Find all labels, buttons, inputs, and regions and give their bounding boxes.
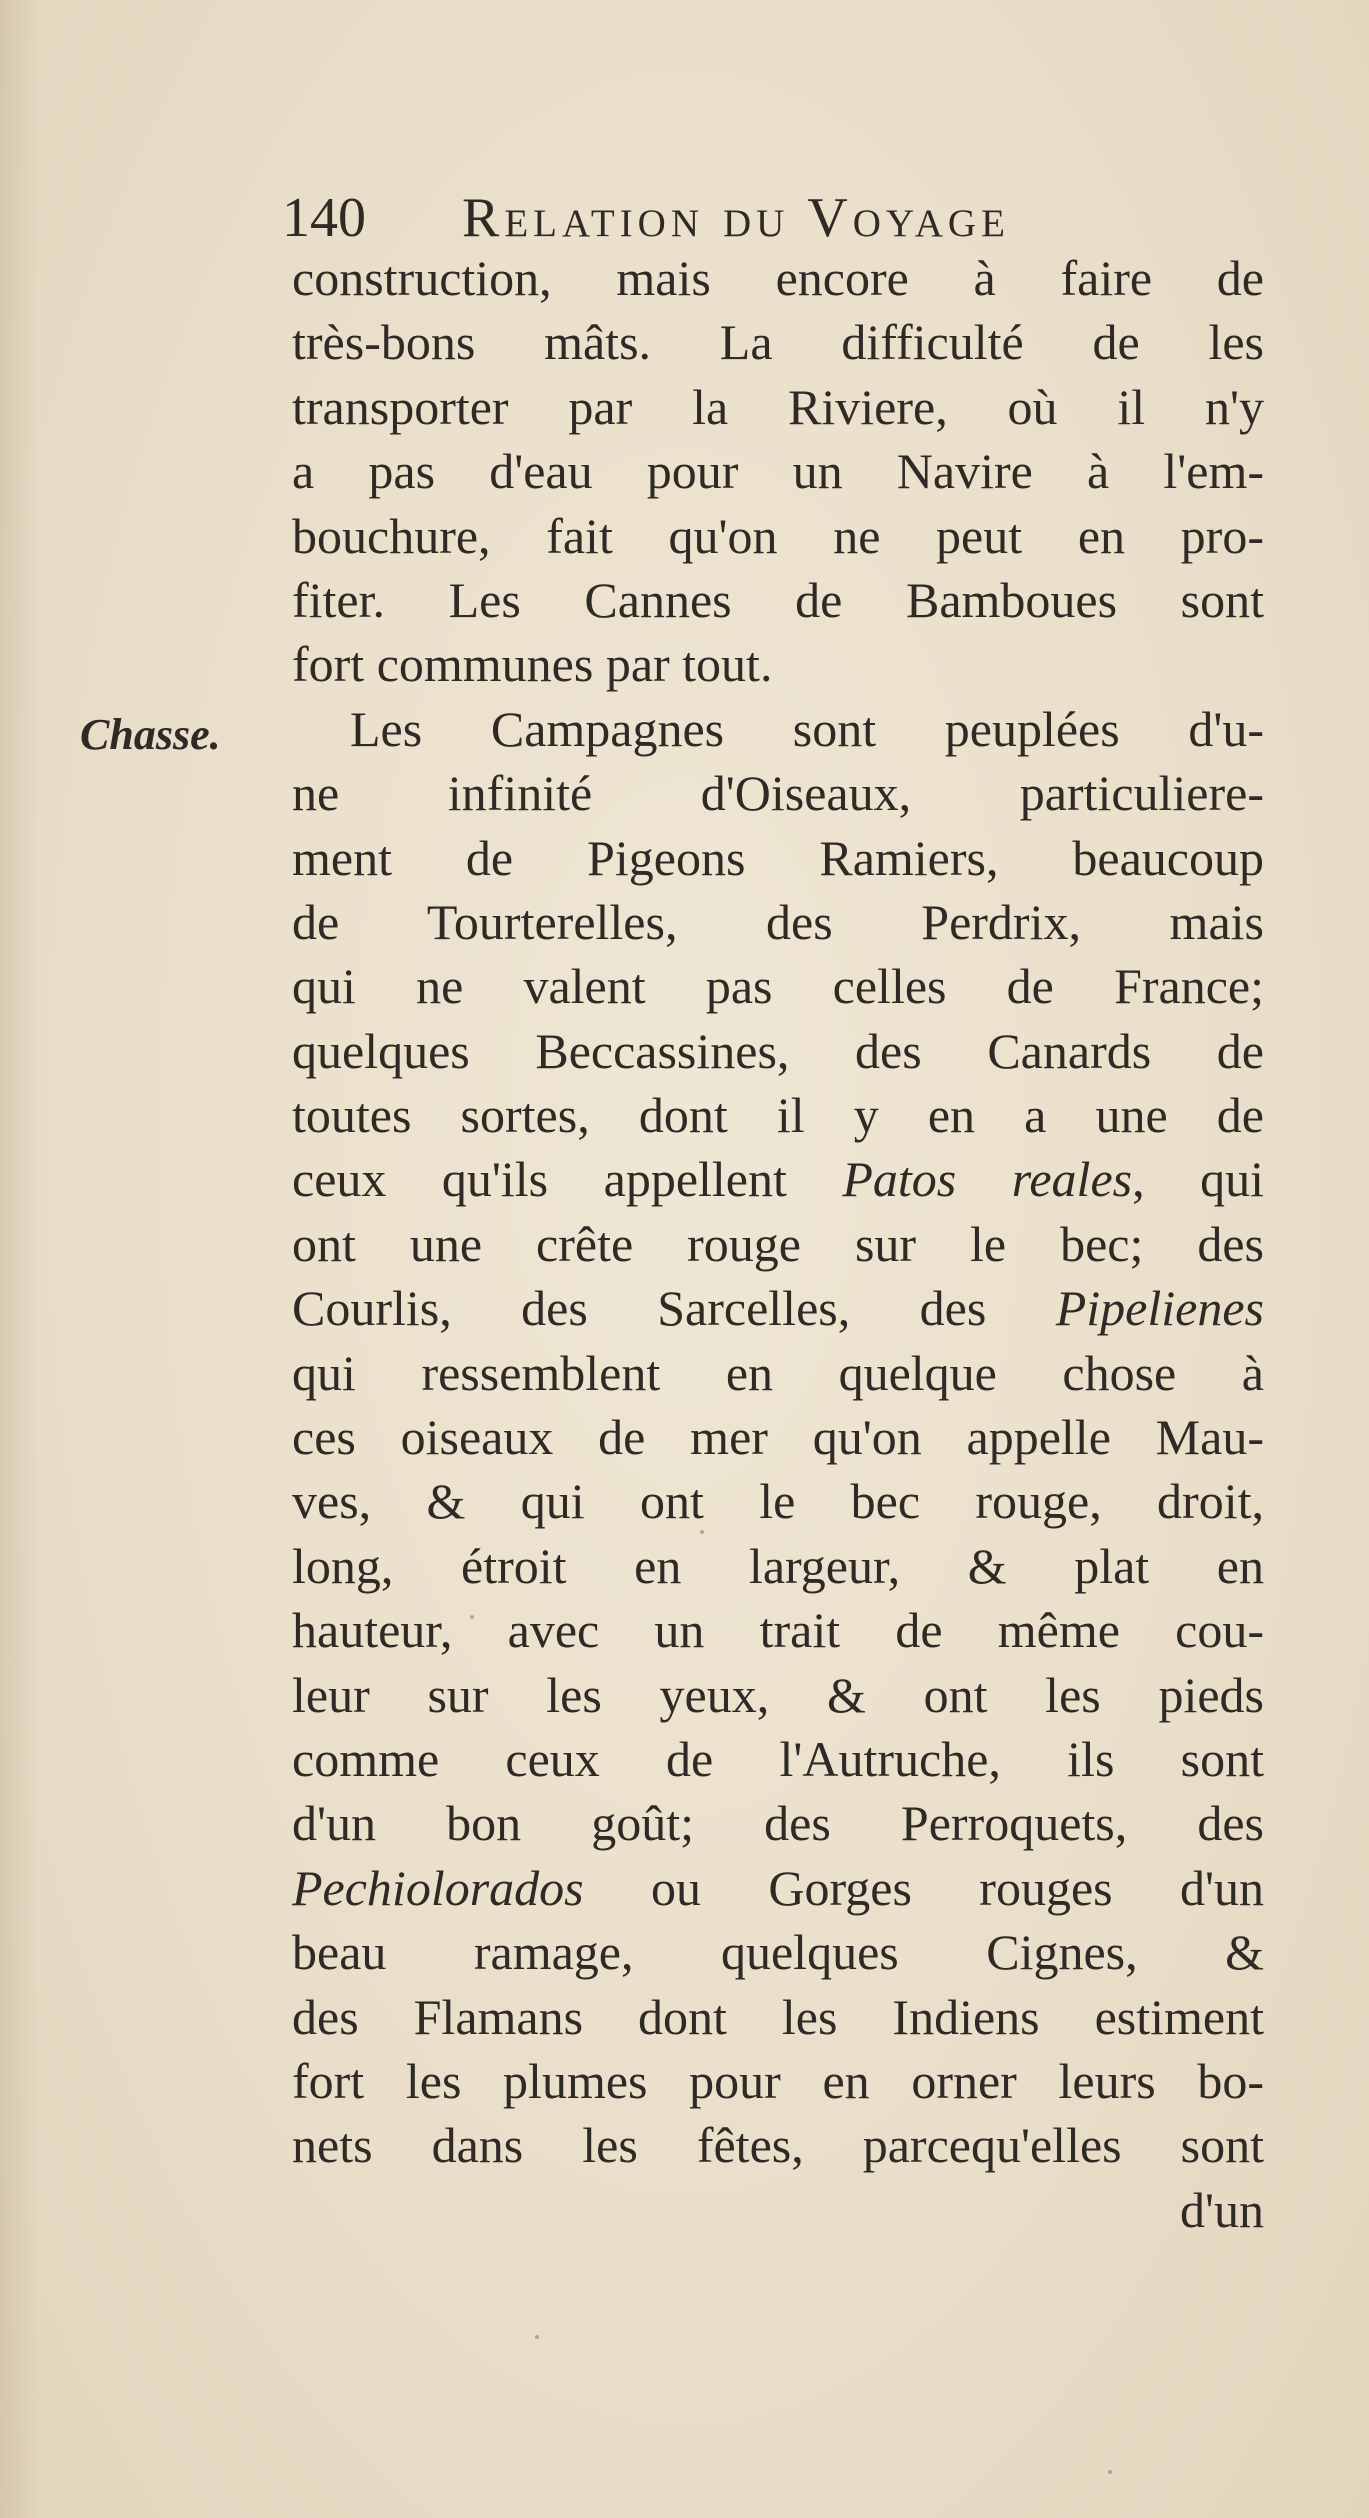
text-line: hauteur, avec un trait de même cou- [292,1602,1264,1659]
text-line: qui ressemblent en quelque chose à [292,1344,1264,1401]
italic-term: Pechiolorados [292,1859,584,1916]
running-title: Relation du Voyage [462,187,1010,249]
text-line: construction, mais encore à faire de [292,250,1264,306]
text-line: qui ne valent pas celles de France; [292,958,1264,1015]
text-line: nets dans les fêtes, parcequ'elles sont [292,2117,1264,2174]
text-line: beau ramage, quelques Cignes, & [292,1924,1264,1981]
text-line: ment de Pigeons Ramiers, beaucoup [292,829,1264,886]
text-line: Les Campagnes sont peuplées d'u- [350,700,1264,757]
text-line: comme ceux de l'Autruche, ils sont [292,1730,1264,1787]
ink-speck [1108,2470,1112,2474]
text-line: de Tourterelles, des Perdrix, mais [292,893,1264,950]
text-line: long, étroit en largeur, & plat en [292,1537,1264,1594]
text-line: des Flamans dont les Indiens estiment [292,1988,1264,2045]
text-line: transporter par la Riviere, où il n'y [292,378,1264,435]
italic-term: Pipelienes [1055,1280,1264,1337]
catchword: d'un [1179,2181,1264,2238]
text-line: d'un bon goût; des Perroquets, des [292,1795,1264,1852]
text-line: bouchure, fait qu'on ne peut en pro- [292,507,1264,564]
italic-term: Patos reales [842,1151,1133,1208]
body-text [292,246,1264,2242]
text-line: fiter. Les Cannes de Bamboues sont [292,571,1264,628]
text-line: fort communes par tout. [292,636,773,693]
text-line: Courlis, des Sarcelles, des Pipelienes [292,1280,1264,1337]
text-line: très-bons mâts. La difficulté de les [292,314,1264,371]
page-number: 140 [282,187,366,249]
ink-speck [535,2335,539,2339]
text-line: ceux qu'ils appellent Patos reales, qui [292,1151,1264,1208]
page-fold-shadow [0,0,40,2518]
text-line: fort les plumes pour en orner leurs bo- [292,2052,1264,2109]
text-line: ne infinité d'Oiseaux, particuliere- [292,765,1264,822]
margin-note: Chasse. [80,710,221,759]
text-line: ves, & qui ont le bec rouge, droit, [292,1473,1264,1530]
text-line: leur sur les yeux, & ont les pieds [292,1666,1264,1723]
text-line: Pechiolorados ou Gorges rouges d'un [292,1859,1264,1916]
text-line: a pas d'eau pour un Navire à l'em- [292,443,1264,500]
text-line: ces oiseaux de mer qu'on appelle Mau- [292,1409,1264,1466]
text-line: quelques Beccassines, des Canards de [292,1022,1264,1079]
text-line: toutes sortes, dont il y en a une de [292,1087,1264,1144]
text-line: ont une crête rouge sur le bec; des [292,1215,1264,1272]
